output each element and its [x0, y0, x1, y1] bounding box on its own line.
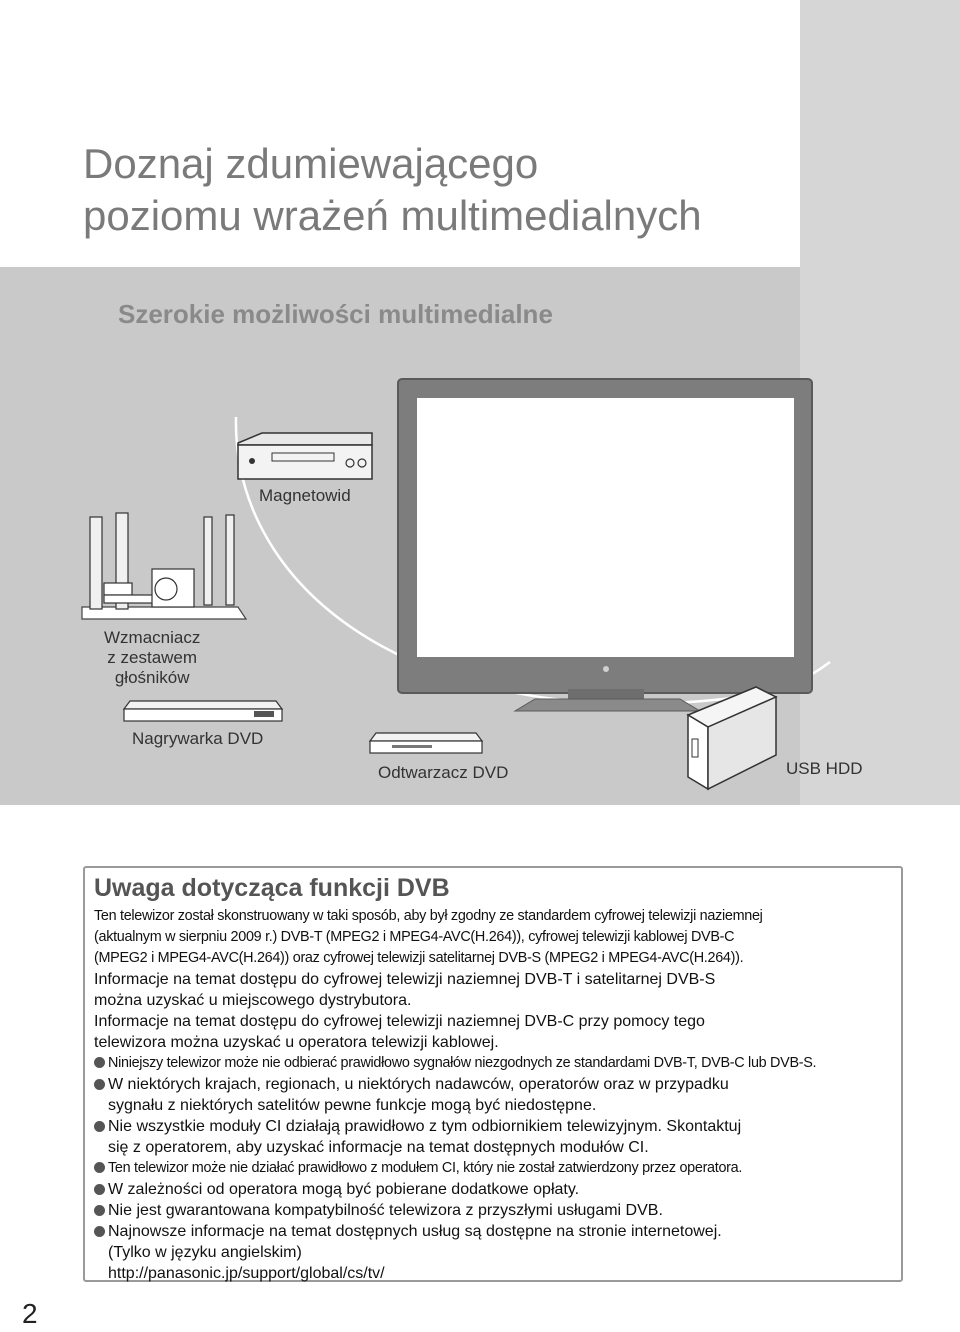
note-p2-line-1: Informacje na temat dostępu do cyfrowej telewizji naziemnej DVB-T i satelitarnej DVB-S [94, 971, 716, 988]
bullet-4-line-1: Ten telewizor może nie działać prawidłowo z modułem CI, który nie został zatwierdzony przez operatora. [108, 1160, 743, 1176]
bullet-dot-icon [94, 1057, 105, 1068]
note-bullet [94, 1158, 894, 1179]
note-bullet [94, 1116, 894, 1158]
amplifier-label-line-2: z zestawem [107, 648, 198, 667]
support-link[interactable]: http://panasonic.jp/support/global/cs/tv/ [108, 1265, 385, 1282]
dvd-recorder-label: Nagrywarka DVD [132, 729, 264, 748]
note-p3-line-1: Informacje na temat dostępu do cyfrowej telewizji naziemnej DVB-C przy pomocy tego [94, 1013, 705, 1030]
dvb-note-body [94, 906, 894, 1284]
note-bullet [94, 1179, 894, 1200]
vcr-illustration [238, 433, 372, 479]
bullet-dot-icon [94, 1184, 105, 1195]
bullet-dot-icon [94, 1121, 105, 1132]
amplifier-label [104, 628, 200, 688]
note-paragraph-2 [94, 969, 894, 1011]
note-p1-line-2: (aktualnym w sierpniu 2009 r.) DVB-T (MPEG2 i MPEG4-AVC(H.264)), cyfrowej telewizji kablowej DVB-C [94, 929, 735, 945]
connectivity-illustration [0, 267, 960, 805]
bullet-dot-icon [94, 1162, 105, 1173]
note-p2-line-2: można uzyskać u miejscowego dystrybutora. [94, 992, 412, 1009]
tv-illustration [398, 379, 812, 711]
dvd-player-illustration [370, 733, 482, 753]
bullet-dot-icon [94, 1226, 105, 1237]
amplifier-label-line-1: Wzmacniacz [104, 628, 201, 647]
bullet-5-line-1: W zależności od operatora mogą być pobierane dodatkowe opłaty. [108, 1181, 580, 1198]
title-line-2: poziomu wrażeń multimedialnych [83, 192, 702, 239]
bullet-6-line-1: Nie jest gwarantowana kompatybilność telewizora z przyszłymi usługami DVB. [108, 1202, 663, 1219]
dvb-note-heading: Uwaga dotycząca funkcji DVB [94, 874, 450, 902]
note-paragraph-1 [94, 906, 894, 969]
note-paragraph-3 [94, 1011, 894, 1053]
note-p1-line-1: Ten telewizor został skonstruowany w taki sposób, aby był zgodny ze standardem cyfrowej telewizji naziemnej [94, 908, 763, 924]
title-line-1: Doznaj zdumiewającego [83, 140, 539, 187]
page-number: 2 [22, 1298, 38, 1329]
dvd-player-label: Odtwarzacz DVD [378, 763, 509, 782]
vcr-label: Magnetowid [259, 486, 351, 505]
bullet-dot-icon [94, 1205, 105, 1216]
bullet-7-line-2: (Tylko w języku angielskim) [108, 1244, 302, 1261]
note-bullet [94, 1074, 894, 1116]
note-bullet [94, 1221, 894, 1284]
note-p3-line-2: telewizora można uzyskać u operatora telewizji kablowej. [94, 1034, 499, 1051]
bullet-7-line-1: Najnowsze informacje na temat dostępnych usług są dostępne na stronie internetowej. [108, 1223, 722, 1240]
bullet-1-line-1: Niniejszy telewizor może nie odbierać prawidłowo sygnałów niezgodnych ze standardami DVB-T, DVB-C lub DVB-S. [108, 1055, 817, 1071]
amplifier-speakers-illustration [82, 513, 246, 619]
bullet-3-line-1: Nie wszystkie moduły CI działają prawidłowo z tym odbiornikiem telewizyjnym. Skontaktuj [108, 1118, 742, 1135]
note-bullet [94, 1053, 894, 1074]
bullet-3-line-2: się z operatorem, aby uzyskać informacje na temat dostępnych modułów CI. [108, 1139, 649, 1156]
usb-hdd-label: USB HDD [786, 759, 863, 778]
bullet-2-line-2: sygnału z niektórych satelitów pewne funkcje mogą być niedostępne. [108, 1097, 597, 1114]
bullet-dot-icon [94, 1079, 105, 1090]
amplifier-label-line-3: głośników [114, 668, 190, 687]
dvd-recorder-illustration [124, 701, 282, 721]
page-title [83, 138, 702, 242]
note-p1-line-3: (MPEG2 i MPEG4-AVC(H.264)) oraz cyfrowej telewizji satelitarnej DVB-S (MPEG2 i MPEG4-AVC(H.264)). [94, 950, 744, 966]
section-subtitle: Szerokie możliwości multimedialne [118, 299, 553, 329]
note-bullet [94, 1200, 894, 1221]
bullet-2-line-1: W niektórych krajach, regionach, u niektórych nadawców, operatorów oraz w przypadku [108, 1076, 729, 1093]
